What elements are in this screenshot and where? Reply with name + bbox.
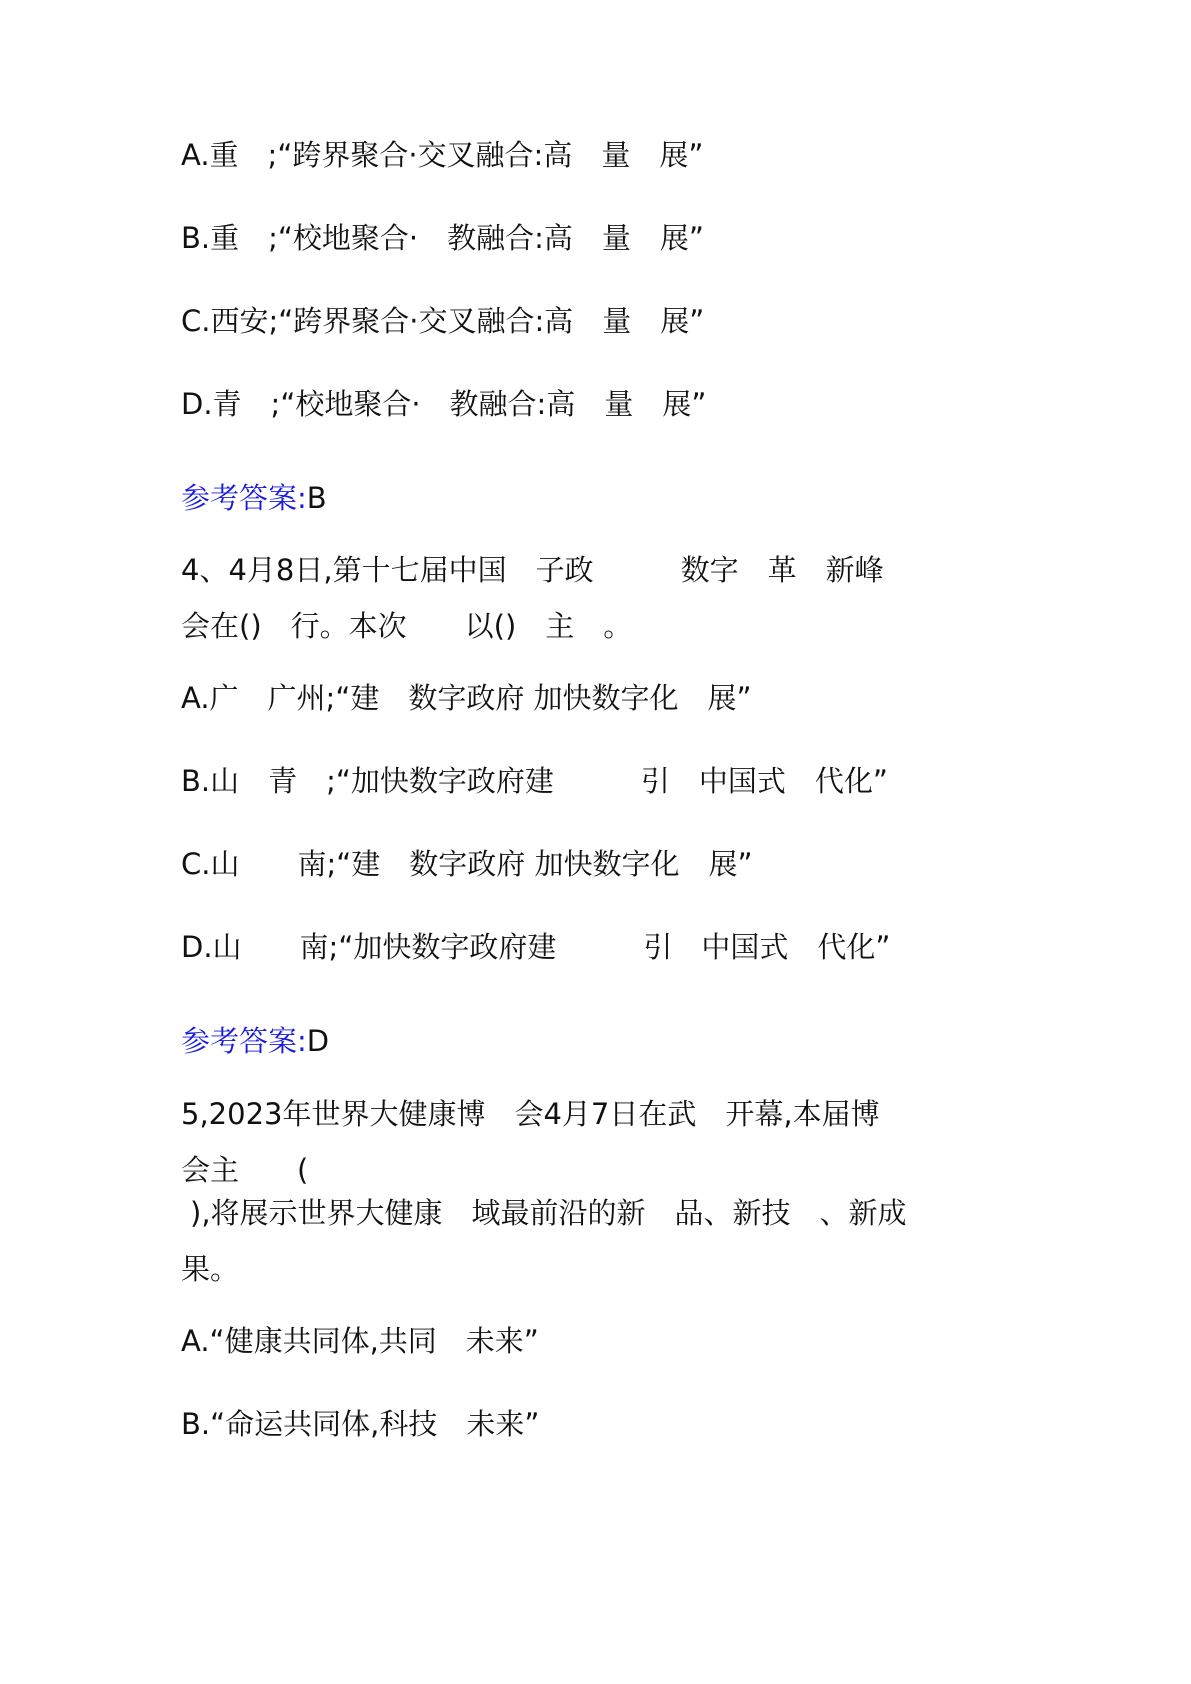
q4-stem-line-1: 4、4月8日,第十七届中国 子政 数字 革 新峰 [181,553,884,587]
q4-stem-line-2: 会在() 行。本次 以() 主 。 [181,609,633,643]
q5-stem-line-2: 会主 ( [181,1153,309,1187]
q3-option-c: C.西安;“跨界聚合·交叉融合:高 量 展” [181,304,705,338]
q5-option-a: A.“健康共同体,共同 未来” [181,1324,539,1358]
q4-option-a: A.广 广州;“建 数字政府 加快数字化 展” [181,681,752,715]
q4-reference-answer [181,1023,329,1059]
q3-reference-answer [181,480,327,516]
q4-option-b: B.山 青 ;“加快数字政府建 引 中国式 代化” [181,764,888,798]
q5-stem-line-1: 5,2023年世界大健康博 会4月7日在武 开幕,本届博 [181,1097,880,1131]
q5-option-b: B.“命运共同体,科技 未来” [181,1407,540,1441]
q5-stem-line-4: 果。 [181,1252,240,1286]
q4-option-c: C.山 南;“建 数字政府 加快数字化 展” [181,847,753,881]
q5-stem-line-3: ),将展示世界大健康 域最前沿的新 品、新技 、新成 [190,1196,907,1230]
answer-label: 参考答案: [181,1024,307,1058]
q3-option-b: B.重 ;“校地聚合· 教融合:高 量 展” [181,221,704,255]
q4-option-d: D.山 南;“加快数字政府建 引 中国式 代化” [181,930,891,964]
answer-value: D [306,1024,330,1058]
q3-option-a: A.重 ;“跨界聚合·交叉融合:高 量 展” [181,138,704,172]
answer-value: B [306,481,327,515]
q3-option-d: D.青 ;“校地聚合· 教融合:高 量 展” [181,387,707,421]
answer-label: 参考答案: [181,481,307,515]
